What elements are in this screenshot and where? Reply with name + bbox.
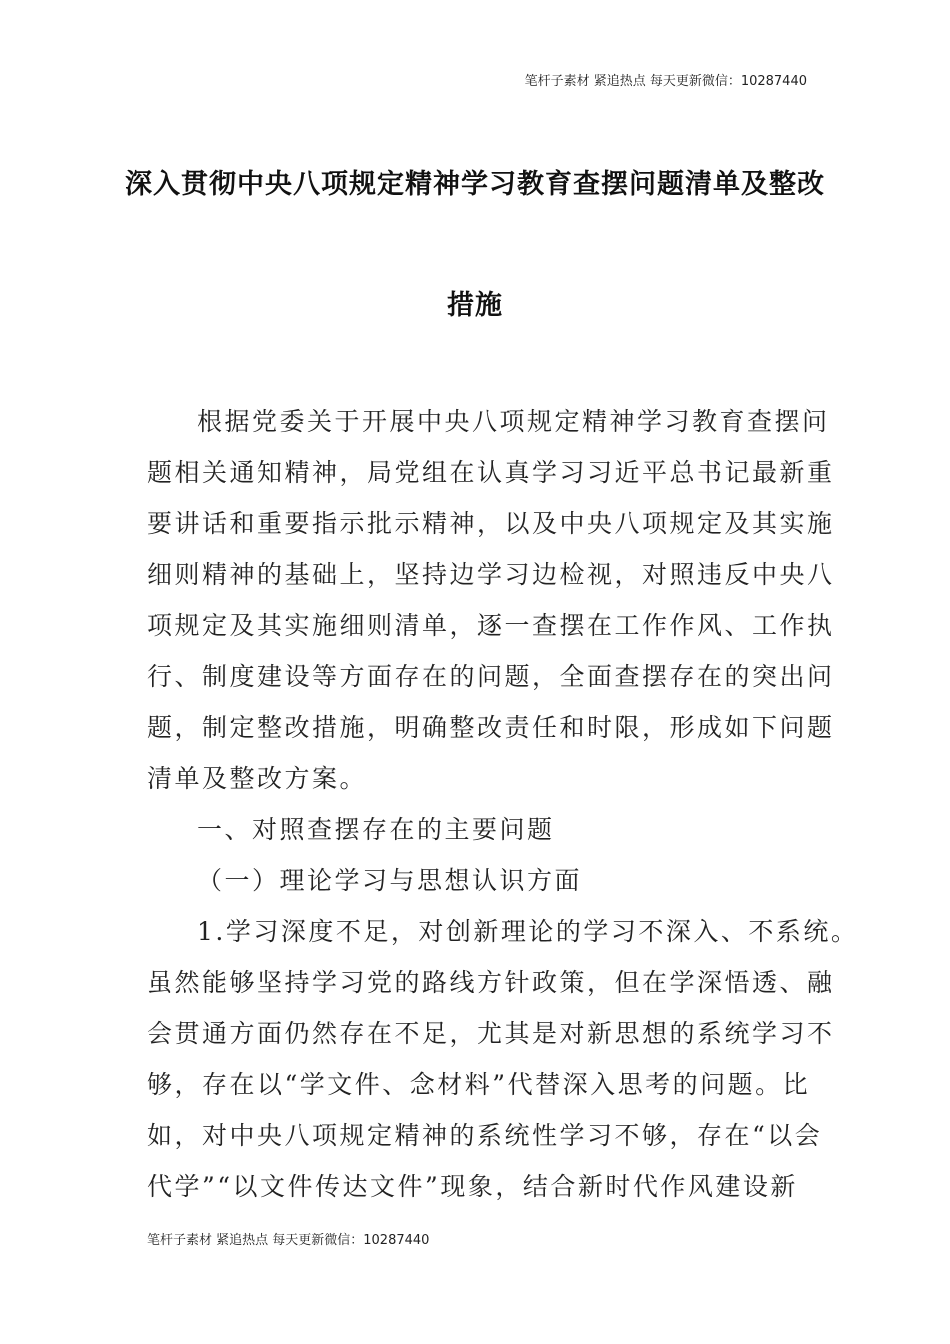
body-line: 会贯通方面仍然存在不足，尤其是对新思想的系统学习不 — [147, 1019, 835, 1048]
body-line: 项规定及其实施细则清单，逐一查摆在工作作风、工作执 — [147, 611, 835, 640]
body-line: 1.学习深度不足，对创新理论的学习不深入、不系统。 — [197, 917, 859, 946]
page-header-note: 笔杆子素材 紧追热点 每天更新微信：10287440 — [524, 74, 807, 89]
subsection-heading: （一）理论学习与思想认识方面 — [197, 866, 583, 895]
document-title-line-2: 措施 — [447, 290, 503, 321]
body-line: 虽然能够坚持学习党的路线方针政策，但在学深悟透、融 — [147, 968, 835, 997]
body-line: 如，对中央八项规定精神的系统性学习不够，存在“以会 — [147, 1121, 823, 1150]
page-footer-note: 笔杆子素材 紧追热点 每天更新微信：10287440 — [147, 1233, 430, 1248]
body-line: 够，存在以“学文件、念材料”代替深入思考的问题。比 — [147, 1070, 811, 1099]
section-heading: 一、对照查摆存在的主要问题 — [197, 815, 555, 844]
document-title-line-1: 深入贯彻中央八项规定精神学习教育查摆问题清单及整改 — [125, 169, 825, 200]
document-body — [147, 396, 859, 1212]
body-line: 细则精神的基础上，坚持边学习边检视，对照违反中央八 — [147, 560, 835, 589]
body-line: 行、制度建设等方面存在的问题，全面查摆存在的突出问 — [147, 662, 835, 691]
body-line: 要讲话和重要指示批示精神，以及中央八项规定及其实施 — [147, 509, 835, 538]
body-line: 题，制定整改措施，明确整改责任和时限，形成如下问题 — [147, 713, 835, 742]
body-line: 清单及整改方案。 — [147, 764, 368, 793]
body-line: 代学”“以文件传达文件”现象，结合新时代作风建设新 — [147, 1172, 798, 1201]
body-line: 题相关通知精神，局党组在认真学习习近平总书记最新重 — [147, 458, 835, 487]
body-line: 根据党委关于开展中央八项规定精神学习教育查摆问 — [197, 407, 830, 436]
